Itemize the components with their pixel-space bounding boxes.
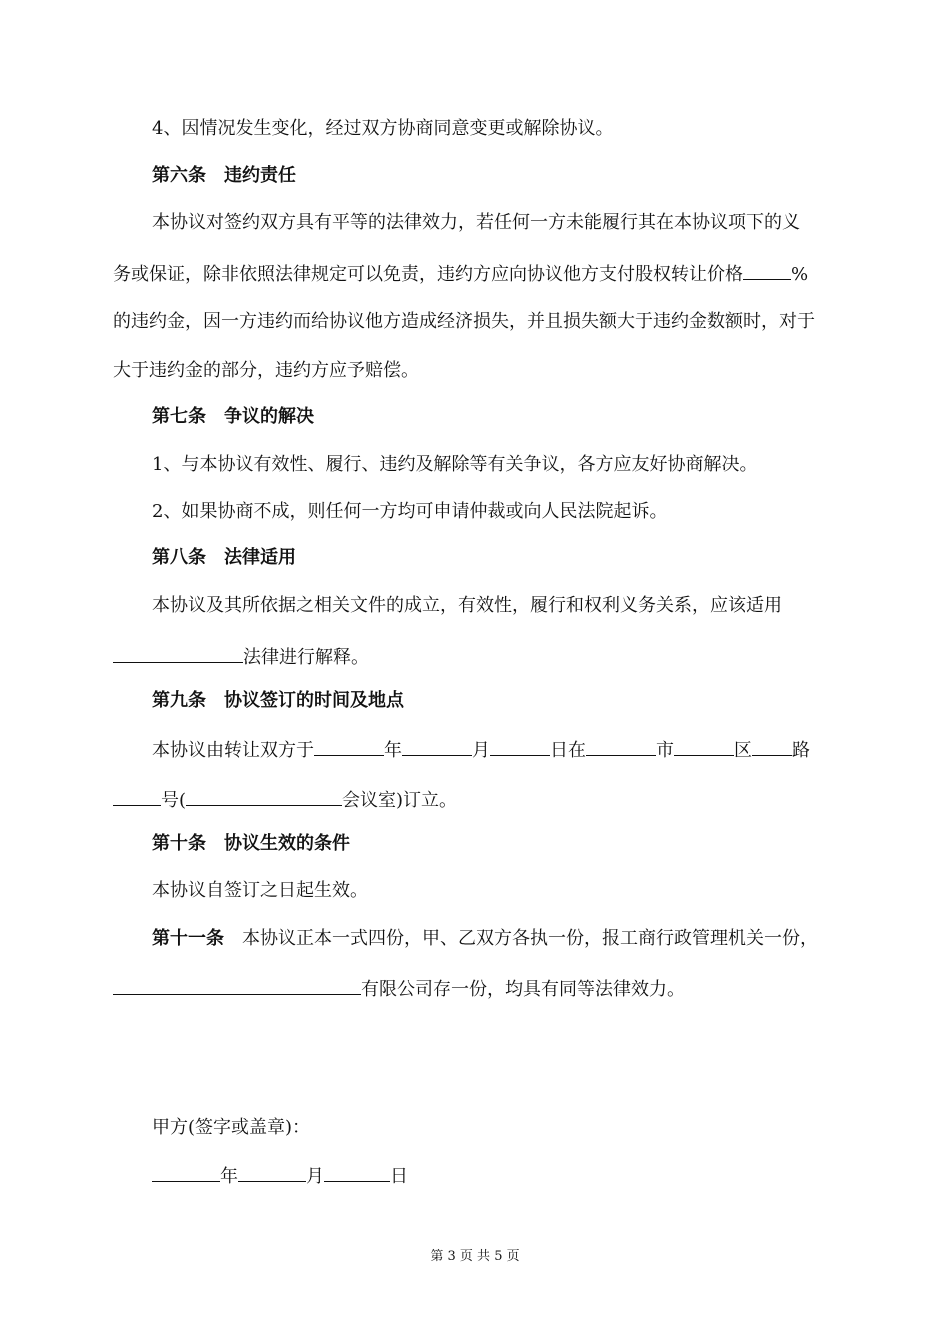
clause9-year: 年 [384, 740, 402, 761]
signature-month-blank[interactable] [238, 1163, 306, 1182]
clause8-title: 第八条 [152, 547, 206, 568]
clause6-line3-text: 的违约金，因一方违约而给协议他方造成经济损失，并且损失额大于违约金数额时，对于 [113, 311, 815, 332]
clause7-item1 [152, 453, 757, 477]
clause10-heading-text: 协议生效的条件 [224, 833, 350, 854]
sign-number-blank[interactable] [113, 787, 161, 806]
sign-road-blank[interactable] [752, 737, 792, 756]
clause9-city: 市 [656, 740, 674, 761]
clause11-line2-text: 有限公司存一份，均具有同等法律效力。 [361, 979, 685, 1000]
clause8-heading [152, 546, 296, 570]
clause5-item4 [152, 117, 613, 141]
clause9-room: 会议室)订立。 [342, 790, 458, 811]
clause10-text [152, 879, 368, 903]
clause9-title: 第九条 [152, 690, 206, 711]
signature-day: 日 [390, 1166, 408, 1187]
clause7-heading [152, 405, 314, 429]
penalty-percent-blank[interactable] [743, 261, 791, 280]
clause9-line2 [113, 787, 457, 813]
sign-city-blank[interactable] [586, 737, 656, 756]
party-a-label-text: 甲方(签字或盖章)： [152, 1117, 311, 1138]
sign-month-blank[interactable] [402, 737, 472, 756]
clause7-item2-text: 2、如果协商不成，则任何一方均可申请仲裁或向人民法院起诉。 [152, 501, 668, 522]
clause9-day: 日在 [550, 740, 586, 761]
clause10-title: 第十条 [152, 833, 206, 854]
governing-law-blank[interactable] [113, 644, 243, 663]
clause9-prefix: 本协议由转让双方于 [152, 740, 314, 761]
signature-year: 年 [220, 1166, 238, 1187]
clause8-line1-text: 本协议及其所依据之相关文件的成立，有效性，履行和权利义务关系，应该适用 [152, 595, 782, 616]
clause8-heading-text: 法律适用 [224, 547, 296, 568]
signature-month: 月 [306, 1166, 324, 1187]
clause7-title: 第七条 [152, 406, 206, 427]
clause6-line1 [152, 211, 800, 235]
clause6-line3 [113, 310, 815, 334]
clause7-item2 [152, 500, 667, 524]
clause8-line2 [113, 644, 369, 670]
clause11-line1-text: 本协议正本一式四份，甲、乙双方各执一份，报工商行政管理机关一份， [242, 928, 818, 949]
percent-sign: % [791, 264, 809, 285]
clause6-line1-text: 本协议对签约双方具有平等的法律效力，若任何一方未能履行其在本协议项下的义 [152, 212, 800, 233]
clause9-road: 路 [792, 740, 810, 761]
clause11-title: 第十一条 [152, 928, 224, 949]
sign-room-blank[interactable] [186, 787, 342, 806]
clause9-district: 区 [734, 740, 752, 761]
clause5-item4-text: 4、因情况发生变化，经过双方协商同意变更或解除协议。 [152, 118, 614, 139]
clause10-heading [152, 832, 350, 856]
clause6-line4 [113, 359, 419, 383]
party-a-signature-label [152, 1116, 310, 1140]
clause6-title: 第六条 [152, 165, 206, 186]
clause9-heading-text: 协议签订的时间及地点 [224, 690, 404, 711]
clause6-heading [152, 164, 296, 188]
clause8-line2-text: 法律进行解释。 [243, 647, 369, 668]
page-footer [0, 1249, 950, 1265]
sign-day-blank[interactable] [490, 737, 550, 756]
signature-date-line [152, 1163, 408, 1189]
clause9-number: 号( [161, 790, 187, 811]
clause11-line2 [113, 976, 685, 1002]
signature-year-blank[interactable] [152, 1163, 220, 1182]
clause11-line1 [152, 927, 818, 951]
clause6-line2 [113, 261, 808, 287]
clause6-heading-text: 违约责任 [224, 165, 296, 186]
clause9-month: 月 [472, 740, 490, 761]
clause10-body: 本协议自签订之日起生效。 [152, 880, 368, 901]
clause6-line2-text: 务或保证，除非依照法律规定可以免责，违约方应向协议他方支付股权转让价格 [113, 264, 743, 285]
sign-district-blank[interactable] [674, 737, 734, 756]
clause7-heading-text: 争议的解决 [224, 406, 314, 427]
sign-year-blank[interactable] [314, 737, 384, 756]
clause9-heading [152, 689, 404, 713]
page-number-label: 第 3 页 共 5 页 [430, 1249, 520, 1264]
signature-day-blank[interactable] [324, 1163, 390, 1182]
clause9-line1 [152, 737, 810, 763]
clause6-line4-text: 大于违约金的部分，违约方应予赔偿。 [113, 360, 419, 381]
company-name-blank[interactable] [113, 976, 361, 995]
clause8-line1 [152, 594, 782, 618]
clause7-item1-text: 1、与本协议有效性、履行、违约及解除等有关争议，各方应友好协商解决。 [152, 454, 758, 475]
